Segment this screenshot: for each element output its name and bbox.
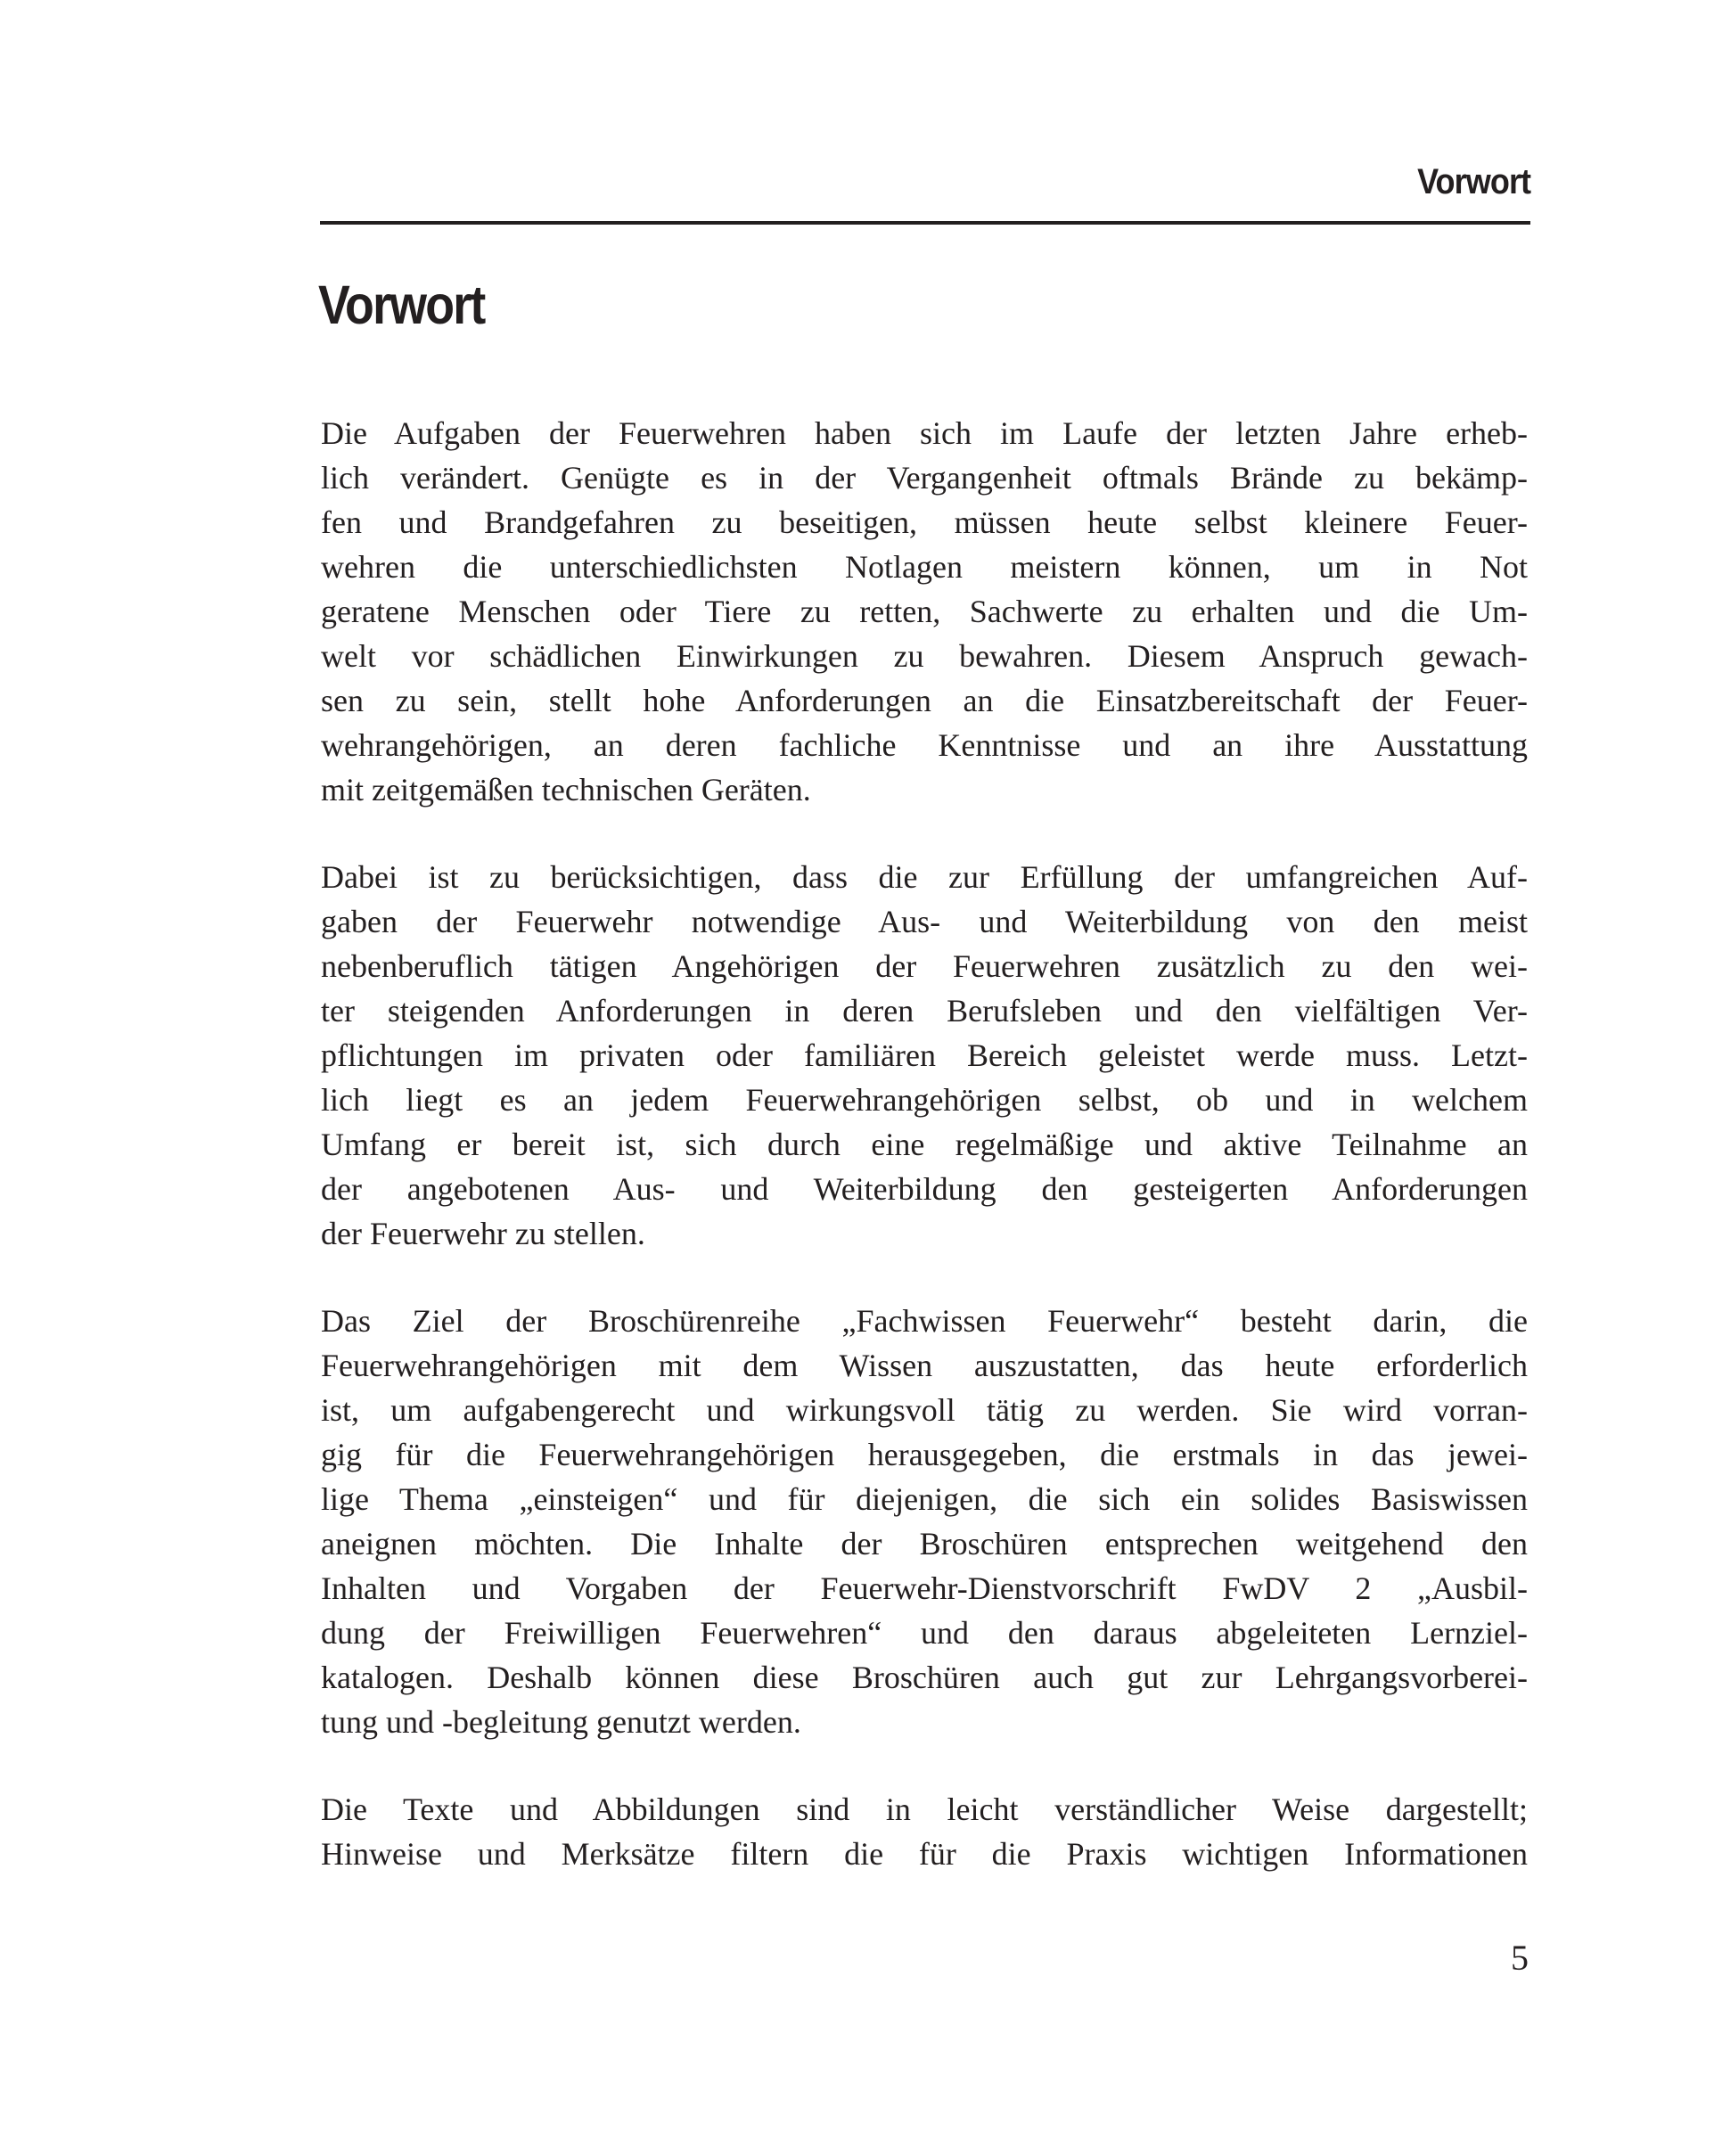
text-line: mit zeitgemäßen technischen Geräten. [321, 772, 811, 807]
text-line: dung der Freiwilligen Feuerwehren“ und den daraus abgeleiteten Lernziel- [321, 1615, 1528, 1651]
text-line: Hinweise und Merksätze filtern die für die Praxis wichtigen Informationen [321, 1836, 1528, 1872]
text-line: tung und -begleitung genutzt werden. [321, 1704, 801, 1740]
text-line: der angebotenen Aus- und Weiterbildung den gesteigerten Anforderungen [321, 1171, 1528, 1207]
text-line: wehren die unterschiedlichsten Notlagen meistern können, um in Not [321, 549, 1528, 585]
text-line: katalogen. Deshalb können diese Broschüren auch gut zur Lehrgangsvorberei- [321, 1660, 1528, 1695]
text-line: Die Texte und Abbildungen sind in leicht verständlicher Weise dargestellt; [321, 1791, 1528, 1827]
text-line: der Feuerwehr zu stellen. [321, 1216, 645, 1251]
text-line: fen und Brandgefahren zu beseitigen, müssen heute selbst kleinere Feuer- [321, 504, 1528, 540]
page-number: 5 [1511, 1938, 1529, 1978]
text-line: ist, um aufgabengerecht und wirkungsvoll tätig zu werden. Sie wird vorran- [321, 1392, 1528, 1428]
text-line: Das Ziel der Broschürenreihe „Fachwissen Feuerwehr“ besteht darin, die [321, 1303, 1528, 1339]
text-line: ter steigenden Anforderungen in deren Berufsleben und den vielfältigen Ver- [321, 993, 1528, 1029]
text-line: lich liegt es an jedem Feuerwehrangehörigen selbst, ob und in welchem [321, 1082, 1528, 1118]
text-line: gaben der Feuerwehr notwendige Aus- und Weiterbildung von den meist [321, 904, 1528, 939]
text-line: aneignen möchten. Die Inhalte der Broschüren entsprechen weitgehend den [321, 1526, 1528, 1562]
text-line: Feuerwehrangehörigen mit dem Wissen auszustatten, das heute erforderlich [321, 1348, 1528, 1383]
text-line: Umfang er bereit ist, sich durch eine regelmäßige und aktive Teilnahme an [321, 1127, 1528, 1162]
paragraph-1 [321, 411, 1528, 812]
text-line: geratene Menschen oder Tiere zu retten, Sachwerte zu erhalten und die Um- [321, 594, 1528, 629]
text-line: welt vor schädlichen Einwirkungen zu bewahren. Diesem Anspruch gewach- [321, 638, 1528, 674]
text-line: wehrangehörigen, an deren fachliche Kenntnisse und an ihre Ausstattung [321, 727, 1528, 763]
chapter-title: Vorwort [318, 275, 485, 335]
header-rule [320, 221, 1530, 225]
text-line: pflichtungen im privaten oder familiären Bereich geleistet werde muss. Letzt- [321, 1037, 1528, 1073]
text-line: Inhalten und Vorgaben der Feuerwehr-Dienstvorschrift FwDV 2 „Ausbil- [321, 1570, 1528, 1606]
text-line: sen zu sein, stellt hohe Anforderungen an die Einsatzbereitschaft der Feuer- [321, 683, 1528, 718]
paragraph-2 [321, 855, 1528, 1256]
text-line: gig für die Feuerwehrangehörigen herausgegeben, die erstmals in das jewei- [321, 1437, 1528, 1472]
paragraph-4 [321, 1787, 1528, 1876]
body-text [321, 411, 1528, 1919]
text-line: nebenberuflich tätigen Angehörigen der Feuerwehren zusätzlich zu den wei- [321, 948, 1528, 984]
text-line: Die Aufgaben der Feuerwehren haben sich im Laufe der letzten Jahre erheb- [321, 415, 1528, 451]
paragraph-3 [321, 1299, 1528, 1744]
text-line: lige Thema „einsteigen“ und für diejenigen, die sich ein solides Basiswissen [321, 1481, 1528, 1517]
running-head: Vorwort [1416, 162, 1530, 201]
text-line: Dabei ist zu berücksichtigen, dass die zur Erfüllung der umfangreichen Auf- [321, 859, 1528, 895]
text-line: lich verändert. Genügte es in der Vergangenheit oftmals Brände zu bekämp- [321, 460, 1528, 496]
